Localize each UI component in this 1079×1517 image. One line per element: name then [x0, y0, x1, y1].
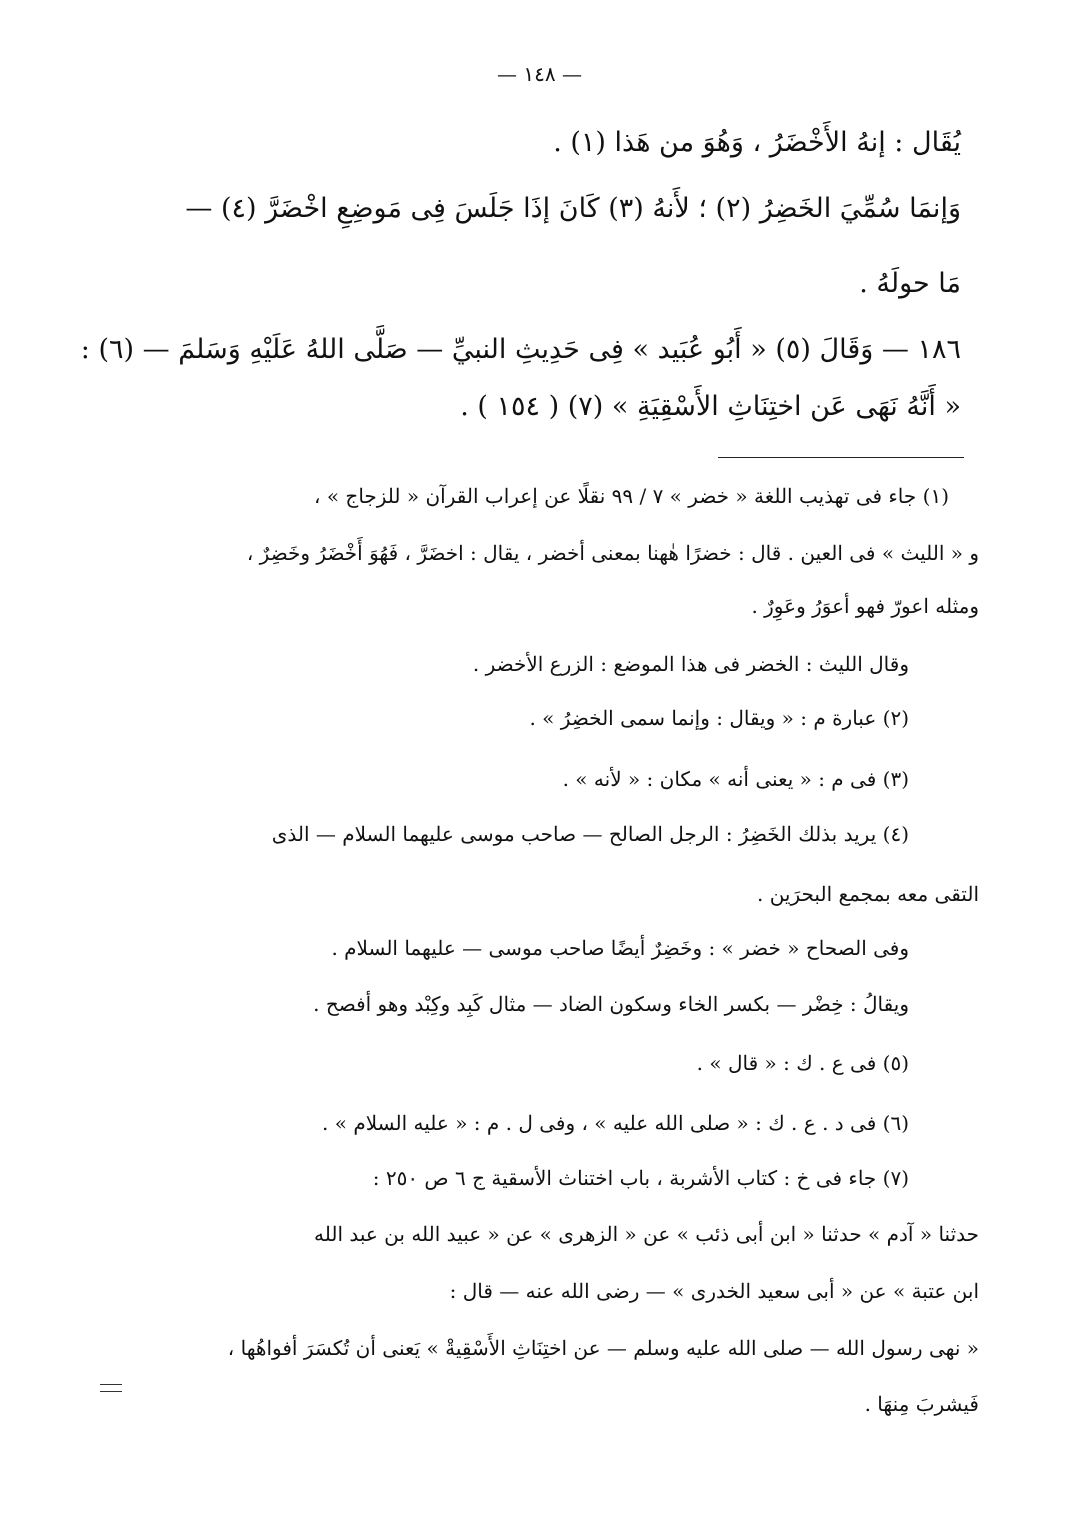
- page-number: — ١٤٨ —: [497, 62, 582, 86]
- footnote-line: وقال الليث : الخضر فى هذا الموضع : الزرع الأخضر .: [472, 652, 909, 676]
- footnote-line: (١) جاء فى تهذيب اللغة « خضر » ٧ / ٩٩ نقلًا عن إعراب القرآن « للزجاج » ،: [314, 484, 949, 508]
- footnote-line: التقى معه بمجمع البحرَين .: [756, 882, 979, 906]
- footnote-line: (٢) عبارة م : « ويقال : وإنما سمى الخضِرُ » .: [529, 706, 909, 730]
- main-text-line: ١٨٦ — وَقَالَ (٥) « أَبُو عُبَيد » فِى حَدِيثِ النبيِّ — صَلَّى اللهُ عَلَيْهِ وَسَلمَ — (٦) :: [80, 334, 961, 365]
- footnote-line: ويقالُ : خِضْر — بكسر الخاء وسكون الضاد — مثال كَبِد وكِبْد وهو أفصح .: [313, 992, 909, 1016]
- footnote-line: (٤) يريد بذلك الخَضِرُ : الرجل الصالح — صاحب موسى عليهما السلام — الذى: [271, 822, 909, 846]
- footnote-line: (٣) فى م : « يعنى أنه » مكان : « لأنه » .: [562, 767, 909, 791]
- footnote-line: (٥) فى ع . ك : « قال » .: [696, 1051, 909, 1075]
- footnote-line: وفى الصحاح « خضر » : وخَضِرٌ أيضًا صاحب موسى — عليهما السلام .: [331, 936, 909, 960]
- margin-mark: [100, 1384, 122, 1392]
- main-text-line: يُقَال : إنهُ الأَخْضَرُ ، وَهُوَ من هَذا (١) .: [553, 127, 961, 158]
- footnote-divider: [718, 457, 964, 458]
- footnote-line: « نهى رسول الله — صلى الله عليه وسلم — عن اختِنَاثِ الأَسْقِيةْ » يَعنى أن تُكسَرَ أفواهُها ،: [227, 1336, 979, 1360]
- footnote-line: ابن عتبة » عن « أبى سعيد الخدرى » — رضى الله عنه — قال :: [449, 1279, 979, 1303]
- footnote-line: (٦) فى د . ع . ك : « صلى الله عليه » ، وفى ل . م : « عليه السلام » .: [322, 1111, 909, 1135]
- main-text-line: وَإنمَا سُمِّيَ الخَضِرُ (٢) ؛ لأَنهُ (٣) كَانَ إذَا جَلَسَ فِى مَوضِعِ اخْضَرَّ (٤) —: [185, 193, 961, 224]
- main-text-line: مَا حولَهُ .: [859, 268, 961, 299]
- footnote-line: (٧) جاء فى خ : كتاب الأشربة ، باب اختناث الأسقية ج ٦ ص ٢٥٠ :: [372, 1166, 909, 1190]
- footnote-line: و « الليث » فى العين . قال : خضرًا هٰهنا بمعنى أخضر ، يقال : اخضَرَّ ، فَهُوَ أَخْضَرُ وخَضِرٌ ،: [246, 541, 979, 565]
- footnote-line: حدثنا « آدم » حدثنا « ابن أبى ذئب » عن « الزهرى » عن « عبيد الله بن عبد الله: [314, 1222, 979, 1246]
- main-text-line: « أَنَّهُ نَهَى عَن اختِنَاثِ الأَسْقِيَةِ » (٧) ( ١٥٤ ) .: [460, 391, 961, 422]
- footnote-line: ومثله اعورّ فهو أعوَرُ وعَوِرٌ .: [751, 594, 979, 618]
- footnote-line: فَيشربَ مِنهَا .: [864, 1392, 979, 1416]
